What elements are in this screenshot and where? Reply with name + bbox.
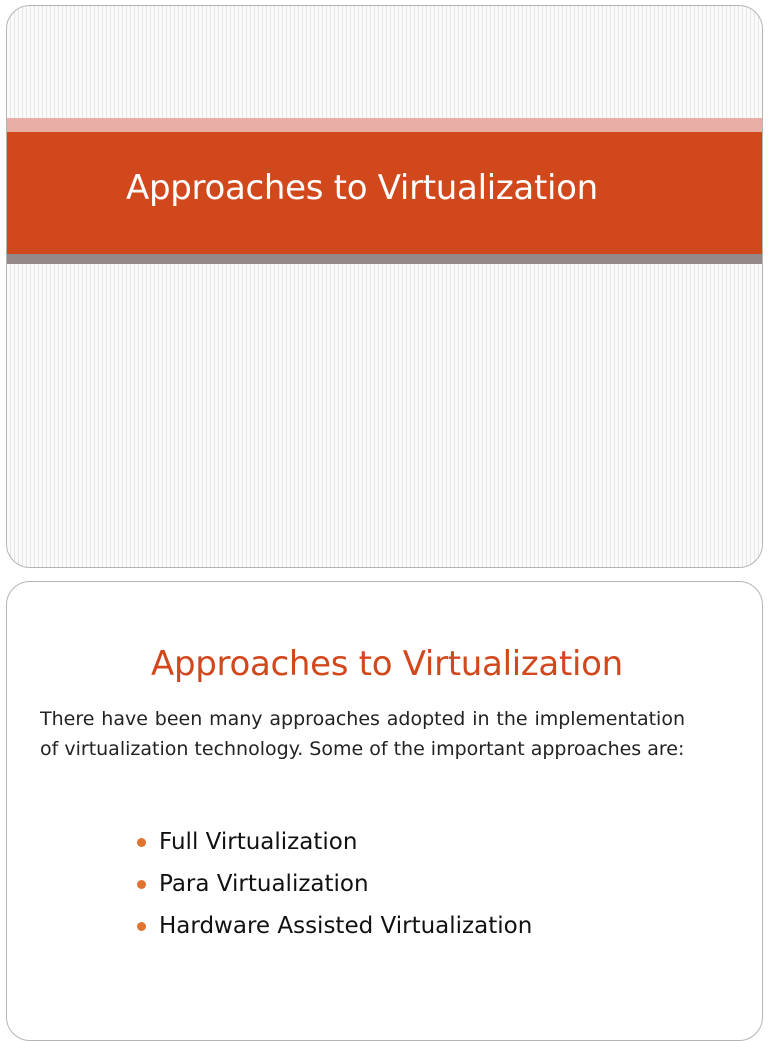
list-item (137, 868, 532, 910)
title-bottom-stripe (7, 254, 762, 264)
intro-paragraph: There have been many approaches adopted in the implementation of virtualization technology. Some of the important approaches are: (40, 708, 685, 760)
list-item (137, 910, 532, 952)
list-item (137, 826, 532, 868)
bullet-dot-icon (137, 838, 146, 847)
content-slide (6, 581, 763, 1041)
bullet-dot-icon (137, 880, 146, 889)
title-top-stripe (7, 118, 762, 132)
list-item-label: Hardware Assisted Virtualization (159, 913, 533, 939)
approaches-list (137, 826, 532, 952)
content-slide-title: Approaches to Virtualization (151, 644, 623, 684)
list-item-label: Para Virtualization (159, 871, 369, 897)
title-slide (6, 5, 763, 568)
slide-title: Approaches to Virtualization (126, 168, 598, 208)
bullet-dot-icon (137, 922, 146, 931)
list-item-label: Full Virtualization (159, 829, 358, 855)
